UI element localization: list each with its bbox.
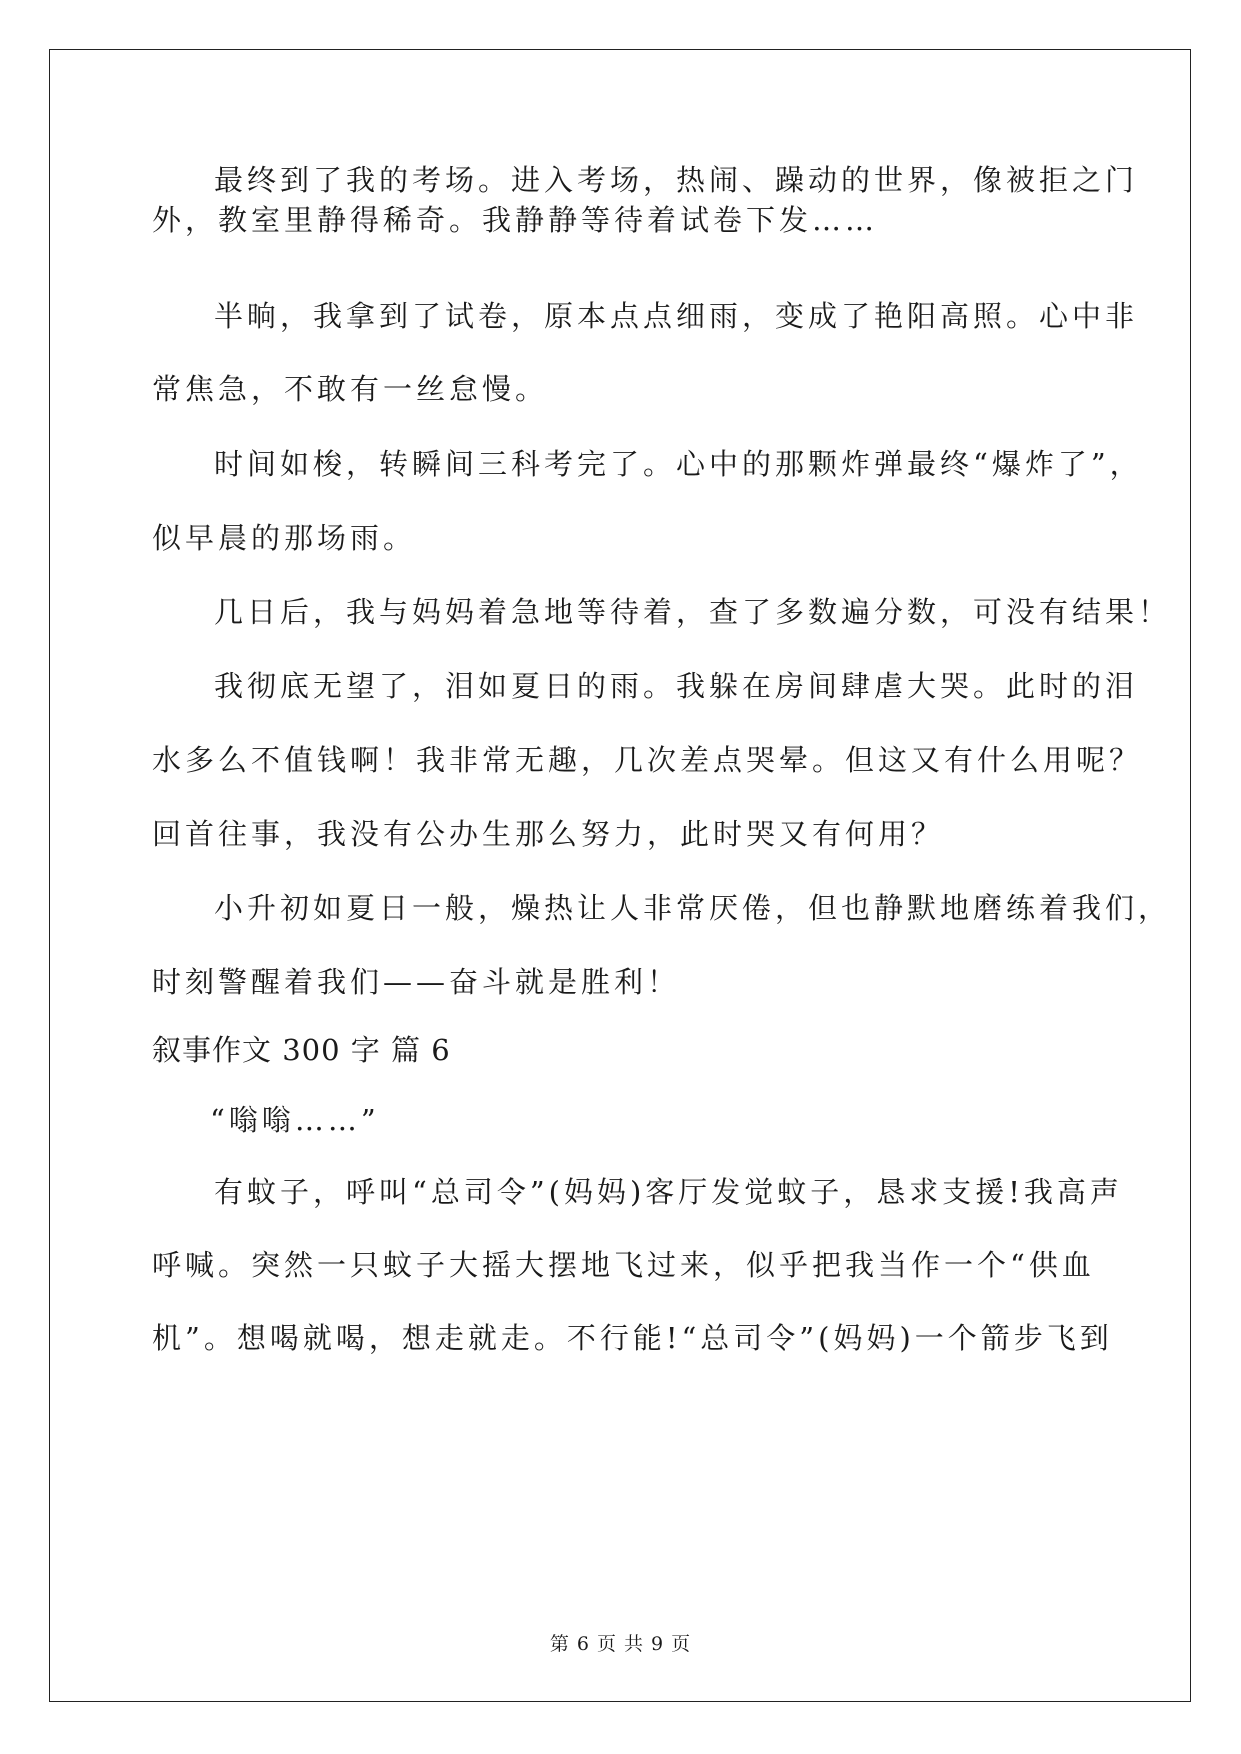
paragraph-line: 半晌，我拿到了试卷，原本点点细雨，变成了艳阳高照。心中非 <box>214 299 1139 333</box>
paragraph-line: 我彻底无望了，泪如夏日的雨。我躲在房间肆虐大哭。此时的泪 <box>214 669 1139 703</box>
paragraph-line: 时刻警醒着我们——奋斗就是胜利！ <box>152 965 681 999</box>
paragraph-line: 常焦急，不敢有一丝怠慢。 <box>152 372 549 406</box>
paragraph-line: 最终到了我的考场。进入考场，热闹、躁动的世界，像被拒之门 <box>214 163 1139 197</box>
paragraph-line: 时间如梭，转瞬间三科考完了。心中的那颗炸弹最终“爆炸了”， <box>214 447 1143 481</box>
paragraph-line: 似早晨的那场雨。 <box>152 521 417 555</box>
section-heading: 叙事作文 300 字 篇 6 <box>152 1033 451 1067</box>
paragraph-line: 水多么不值钱啊！我非常无趣，几次差点哭晕。但这又有什么用呢？ <box>152 743 1143 777</box>
paragraph-line: “嗡嗡……” <box>210 1103 380 1137</box>
paragraph-line: 呼喊。突然一只蚊子大摇大摆地飞过来，似乎把我当作一个“供血 <box>152 1248 1095 1282</box>
paragraph-line: 机”。想喝就喝，想走就走。不行能!“总司令”(妈妈)一个箭步飞到 <box>152 1321 1113 1355</box>
paragraph-line: 几日后，我与妈妈着急地等待着，查了多数遍分数，可没有结果！ <box>214 595 1172 629</box>
page-number-footer: 第 6 页 共 9 页 <box>549 1633 692 1655</box>
paragraph-line: 小升初如夏日一般，燥热让人非常厌倦，但也静默地磨练着我们， <box>214 891 1172 925</box>
paragraph-line: 外，教室里静得稀奇。我静静等待着试卷下发…… <box>152 203 879 237</box>
paragraph-line: 回首往事，我没有公办生那么努力，此时哭又有何用？ <box>152 817 945 851</box>
paragraph-line: 有蚊子，呼叫“总司令”(妈妈)客厅发觉蚊子，恳求支援!我高声 <box>214 1175 1123 1209</box>
